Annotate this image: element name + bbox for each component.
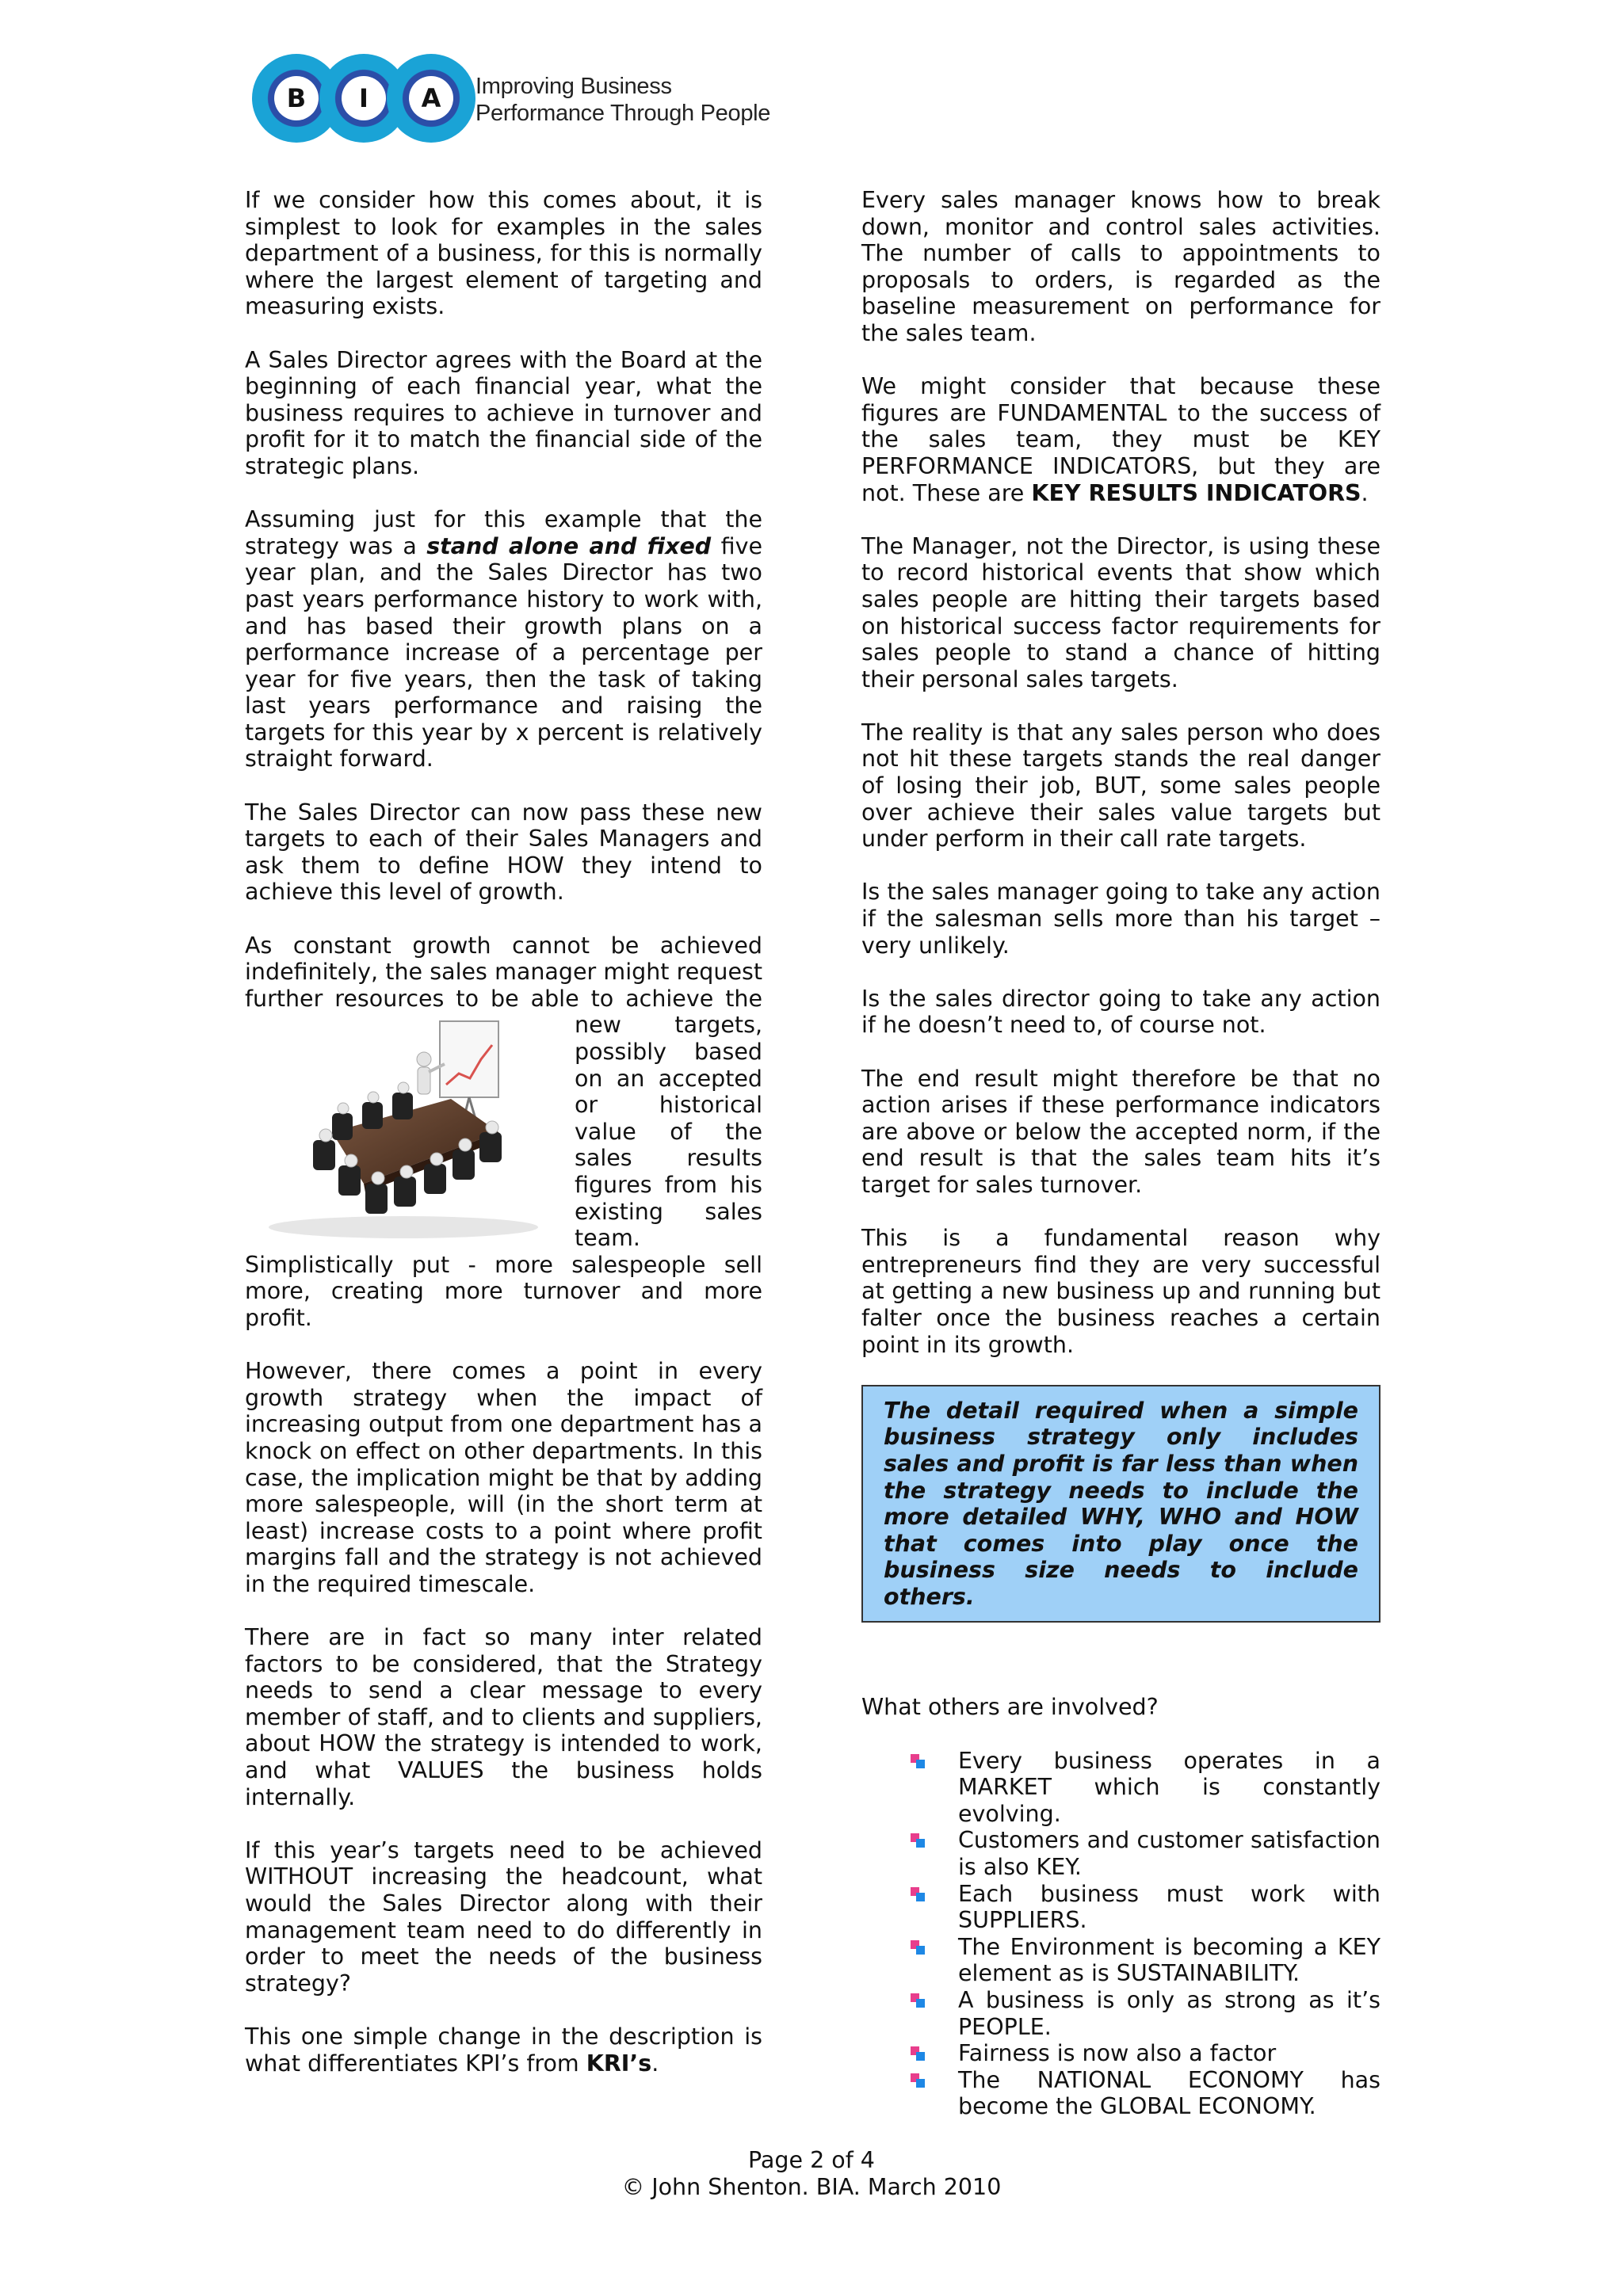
logo-circle-a — [387, 54, 475, 143]
list-item-text: Every business operates in a MARKET which is constantly evolving. — [958, 1747, 1381, 1827]
bullet-icon — [909, 1939, 926, 1956]
left-paragraph-1: If we consider how this comes about, it is simplest to look for examples in the sales department of a business, for this is normally where the largest element of targeting and measuring exists. — [245, 187, 762, 320]
list-item-text: Fairness is now also a factor — [958, 2040, 1277, 2067]
right-paragraph-7: The end result might therefore be that no action arises if these performance indicators are above or below the accepted norm, if the end result is that the sales team hits it’s target for sales turnover. — [861, 1065, 1381, 1198]
question-line: What others are involved? — [861, 1694, 1159, 1721]
meeting-table-image — [245, 1013, 562, 1243]
list-item — [958, 1987, 1381, 2040]
left-paragraph-6: However, there comes a point in every growth strategy when the impact of increasing output from one department has a knock on effect on other departments. In this case, the implication might be that by adding more salespeople, will (in the short term at least) increase costs to a point where profit margins fall and the strategy is not achieved in the required timescale. — [245, 1358, 762, 1597]
left-paragraph-4: The Sales Director can now pass these new targets to each of their Sales Managers and ask them to define HOW they intend to achieve this level of growth. — [245, 799, 762, 906]
list-item — [958, 2040, 1381, 2067]
text-run: Assuming just for this example that the strategy was a — [245, 506, 762, 559]
kri-emphasis: KRI’s — [586, 2050, 652, 2077]
right-paragraph-1: Every sales manager knows how to break down, monitor and control sales activities. The number of calls to appointments to proposals to orders, is regarded as the baseline measurement on performance for the sales team. — [861, 187, 1381, 346]
list-item-text: The NATIONAL ECONOMY has become the GLOBAL ECONOMY. — [958, 2066, 1381, 2120]
page-footer — [0, 2147, 1623, 2200]
left-paragraph-5 — [245, 933, 762, 1332]
list-item — [958, 2067, 1381, 2120]
right-paragraph-4: The reality is that any sales person who does not hit these targets stands the real danger of losing their job, BUT, some sales people over achieve their sales value targets but under perform in their call rate targets. — [861, 719, 1381, 852]
bullet-icon — [909, 1832, 926, 1849]
bullet-icon — [909, 2072, 926, 2089]
text-run: . — [651, 2050, 659, 2077]
list-item — [958, 1881, 1381, 1934]
logo-tagline — [475, 73, 770, 127]
logo-letter-i: I — [342, 76, 386, 120]
bullet-icon — [909, 1886, 926, 1903]
list-item — [958, 1827, 1381, 1880]
bullet-icon — [909, 1753, 926, 1770]
list-item-text: A business is only as strong as it’s PEOPLE. — [958, 1987, 1381, 2040]
left-column — [245, 187, 762, 2077]
bullet-icon — [909, 1992, 926, 2009]
right-paragraph-8: This is a fundamental reason why entrepreneurs find they are very successful at getting a new business up and running but falter once the business reaches a certain point in its growth. — [861, 1225, 1381, 1358]
bullet-icon — [909, 2045, 926, 2062]
text-run: five year plan, and the Sales Director has two past years performance history to work with, and has based their growth plans on a performance increase of a percentage per year for five years, then the task of taking last years performance and raising the targets for this year by x percent is relatively straight forward. — [245, 532, 762, 772]
right-paragraph-6: Is the sales director going to take any action if he doesn’t need to, of course not. — [861, 985, 1381, 1039]
logo-letter-a: A — [409, 76, 453, 120]
factors-list — [861, 1748, 1381, 2120]
list-item — [958, 1748, 1381, 1828]
text-run: . — [1361, 479, 1369, 506]
text-run: We might consider that because these figures are FUNDAMENTAL to the success of the sales team, they must be KEY PERFORMANCE INDICATORS, but they are not. These are — [861, 373, 1381, 506]
callout-box: The detail required when a simple business strategy only includes sales and profit is far less than when the strategy needs to include the more detailed WHY, WHO and HOW that comes into play once the business size needs to include others. — [861, 1385, 1381, 1623]
list-item-text: Each business must work with SUPPLIERS. — [958, 1880, 1381, 1934]
text-run: new targets, possibly based on an accepted or historical value of the sales results figures from his existing sales team. Simplistically put - more salespeople sell more, creating more turnover and more profit. — [245, 1012, 762, 1331]
text-run: As constant growth cannot be achieved indefinitely, the sales manager might request further resources to be able to achieve the — [245, 932, 762, 1012]
left-paragraph-9 — [245, 2023, 762, 2077]
copyright-line: © John Shenton. BIA. March 2010 — [621, 2173, 1002, 2200]
right-column — [861, 187, 1381, 2120]
bia-logo — [252, 54, 775, 143]
right-paragraph-3: The Manager, not the Director, is using these to record historical events that show which sales people are hitting their targets based on historical success factor requirements for sales people to stand a chance of hitting their personal sales targets. — [861, 532, 1381, 692]
left-paragraph-8: If this year’s targets need to be achieved WITHOUT increasing the headcount, what would the Sales Director along with their management team need to do differently in order to meet the needs of the business strategy? — [245, 1836, 762, 1997]
logo-letter-b: B — [274, 76, 319, 120]
left-paragraph-3 — [245, 506, 762, 772]
left-paragraph-2: A Sales Director agrees with the Board at the beginning of each financial year, what the business requires to achieve in turnover and profit for it to match the financial side of the strategic plans. — [245, 346, 762, 479]
text-run: This one simple change in the description is what differentiates KPI’s from — [245, 2023, 762, 2077]
emphasis-stand-alone: stand alone and fixed — [426, 532, 712, 559]
kri-heading-emphasis: KEY RESULTS INDICATORS — [1031, 479, 1361, 506]
list-item-text: The Environment is becoming a KEY element as is SUSTAINABILITY. — [958, 1933, 1381, 1987]
logo-tagline-line1: Improving Business — [475, 74, 672, 99]
boardroom-illustration — [245, 1013, 562, 1243]
list-item — [958, 1934, 1381, 1987]
right-paragraph-2 — [861, 373, 1381, 506]
page-number: Page 2 of 4 — [748, 2147, 875, 2173]
logo-tagline-line2: Performance Through People — [475, 101, 771, 126]
right-paragraph-5: Is the sales manager going to take any action if the salesman sells more than his target – very unlikely. — [861, 879, 1381, 959]
list-item-text: Customers and customer satisfaction is also KEY. — [958, 1827, 1381, 1881]
left-paragraph-7: There are in fact so many inter related factors to be considered, that the Strategy needs to send a clear message to every member of staff, and to clients and suppliers, about HOW the strategy is intended to work, and what VALUES the business holds internally. — [245, 1624, 762, 1810]
